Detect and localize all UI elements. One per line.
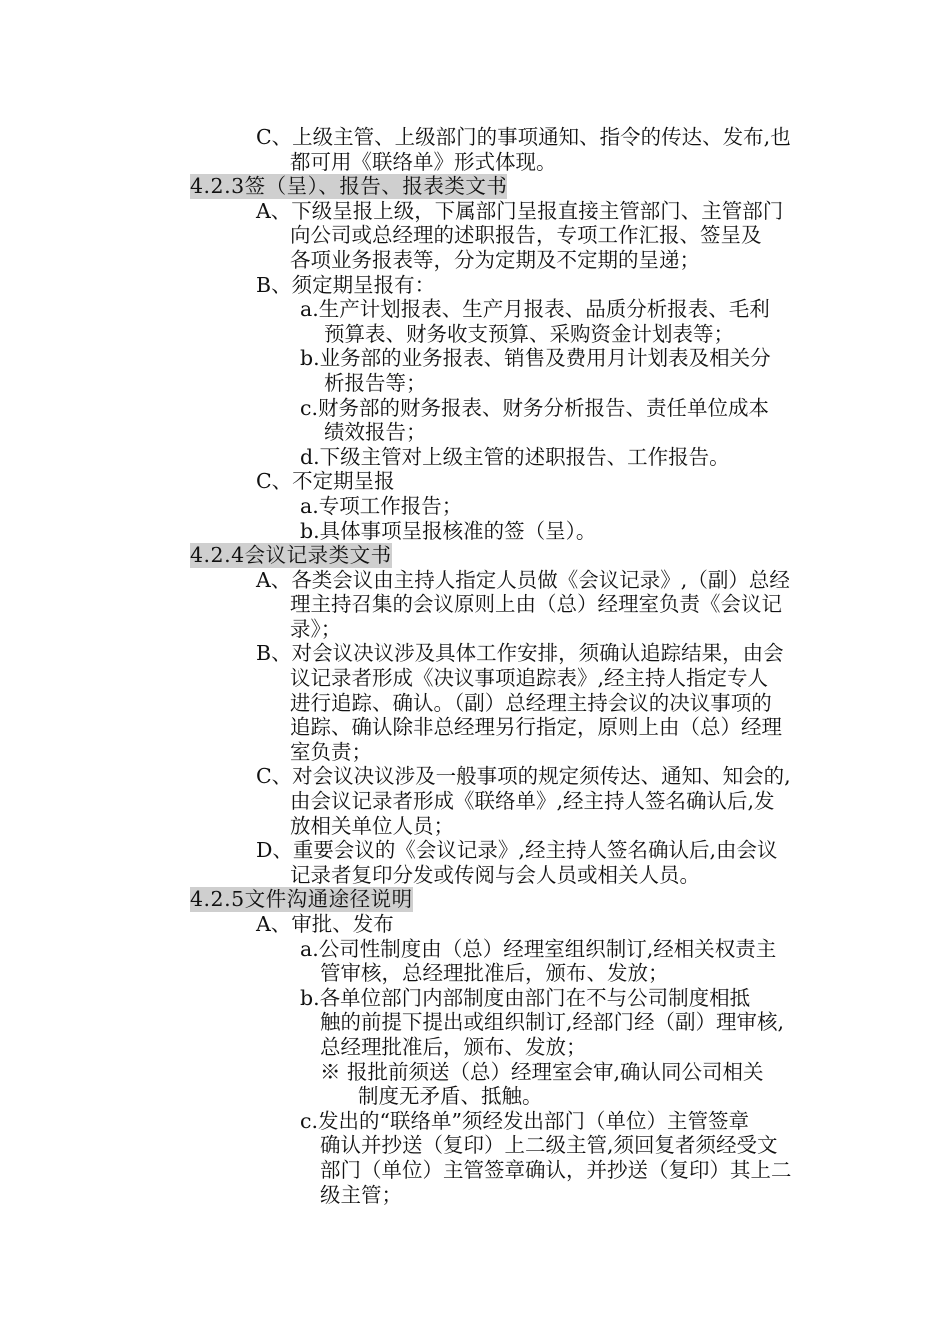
- text-line: [190, 1084, 830, 1109]
- line-text: a.生产计划报表、生产月报表、品质分析报表、毛利: [300, 297, 770, 322]
- text-line: [190, 223, 830, 248]
- text-line: [190, 1060, 830, 1085]
- line-text: ※ 报批前须送（总）经理室会审,确认同公司相关: [320, 1059, 764, 1084]
- document-body: [190, 125, 830, 1207]
- section-heading-text: 4.2.5文件沟通途径说明: [190, 887, 413, 912]
- section-heading: [190, 543, 830, 568]
- line-text: A、下级呈报上级，下属部门呈报直接主管部门、主管部门: [256, 198, 784, 223]
- line-text: C、不定期呈报: [256, 469, 395, 494]
- text-line: [190, 1183, 830, 1208]
- text-line: [190, 1010, 830, 1035]
- line-text: 管审核，总经理批准后，颁布、发放；: [320, 961, 669, 986]
- text-line: [190, 789, 830, 814]
- line-text: 议记录者形成《决议事项追踪表》,经主持人指定专人: [290, 666, 769, 691]
- text-line: [190, 937, 830, 962]
- text-line: [190, 764, 830, 789]
- text-line: [190, 494, 830, 519]
- text-line: [190, 691, 830, 716]
- line-text: 放相关单位人员；: [290, 813, 454, 838]
- section-heading-text: 4.2.4会议记录类文书: [190, 543, 392, 568]
- line-text: 理主持召集的会议原则上由（总）经理室负责《会议记: [290, 592, 782, 617]
- text-line: [190, 273, 830, 298]
- text-line: [190, 1158, 830, 1183]
- line-text: C、对会议决议涉及一般事项的规定须传达、通知、知会的,: [256, 764, 791, 789]
- line-text: B、对会议决议涉及具体工作安排，须确认追踪结果，由会: [256, 641, 784, 666]
- line-text: 各项业务报表等，分为定期及不定期的呈递；: [290, 247, 700, 272]
- text-line: [190, 961, 830, 986]
- line-text: b.具体事项呈报核准的签（呈）。: [300, 518, 597, 543]
- text-line: [190, 863, 830, 888]
- text-line: [190, 150, 830, 175]
- text-line: [190, 1133, 830, 1158]
- line-text: 进行追踪、确认。（副）总经理主持会议的决议事项的: [290, 690, 772, 715]
- text-line: [190, 248, 830, 273]
- text-line: [190, 814, 830, 839]
- text-line: [190, 715, 830, 740]
- text-line: [190, 297, 830, 322]
- line-text: 录》；: [290, 616, 342, 641]
- text-line: [190, 396, 830, 421]
- line-text: c.发出的“联络单”须经发出部门（单位）主管签章: [300, 1108, 749, 1133]
- text-line: [190, 838, 830, 863]
- text-line: [190, 641, 830, 666]
- text-line: [190, 592, 830, 617]
- line-text: 由会议记录者形成《联络单》,经主持人签名确认后,发: [290, 789, 775, 814]
- section-heading: [190, 174, 830, 199]
- line-text: 制度无矛盾、抵触。: [358, 1084, 543, 1109]
- line-text: 绩效报告；: [324, 420, 427, 445]
- line-text: 确认并抄送（复印）上二级主管,须回复者须经受文: [320, 1133, 778, 1158]
- line-text: d.下级主管对上级主管的述职报告、工作报告。: [300, 444, 730, 469]
- line-text: A、各类会议由主持人指定人员做《会议记录》,（副）总经: [256, 567, 790, 592]
- text-line: [190, 666, 830, 691]
- line-text: 预算表、财务收支预算、采购资金计划表等；: [324, 321, 734, 346]
- text-line: [190, 125, 830, 150]
- section-heading: [190, 887, 830, 912]
- line-text: C、上级主管、上级部门的事项通知、指令的传达、发布,也: [256, 125, 791, 149]
- line-text: c.财务部的财务报表、财务分析报告、责任单位成本: [300, 395, 769, 420]
- text-line: [190, 469, 830, 494]
- text-line: [190, 519, 830, 544]
- text-line: [190, 346, 830, 371]
- section-heading-text: 4.2.3签（呈）、报告、报表类文书: [190, 174, 508, 199]
- text-line: [190, 371, 830, 396]
- text-line: [190, 420, 830, 445]
- line-text: 追踪、确认除非总经理另行指定，原则上由（总）经理: [290, 715, 782, 740]
- line-text: 都可用《联络单》形式体现。: [290, 149, 557, 174]
- text-line: [190, 617, 830, 642]
- line-text: 总经理批准后，颁布、发放；: [320, 1034, 587, 1059]
- line-text: D、重要会议的《会议记录》,经主持人签名确认后,由会议: [256, 838, 778, 863]
- text-line: [190, 740, 830, 765]
- text-line: [190, 1109, 830, 1134]
- line-text: b.各单位部门内部制度由部门在不与公司制度相抵: [300, 985, 751, 1010]
- text-line: [190, 322, 830, 347]
- line-text: 室负责；: [290, 739, 372, 764]
- text-line: [190, 1035, 830, 1060]
- text-line: [190, 445, 830, 470]
- line-text: b.业务部的业务报表、销售及费用月计划表及相关分: [300, 346, 771, 371]
- line-text: A、审批、发布: [256, 912, 394, 936]
- line-text: a.专项工作报告；: [300, 493, 463, 518]
- text-line: [190, 986, 830, 1011]
- line-text: 析报告等；: [324, 370, 427, 395]
- line-text: 级主管；: [320, 1182, 402, 1207]
- line-text: 触的前提下提出或组织制订,经部门经（副）理审核,: [320, 1010, 785, 1035]
- line-text: 向公司或总经理的述职报告，专项工作汇报、签呈及: [290, 223, 762, 248]
- line-text: 部门（单位）主管签章确认，并抄送（复印）其上二: [320, 1157, 792, 1182]
- line-text: 记录者复印分发或传阅与会人员或相关人员。: [290, 862, 700, 887]
- text-line: [190, 199, 830, 224]
- text-line: [190, 568, 830, 593]
- line-text: B、须定期呈报有：: [256, 272, 436, 297]
- line-text: a.公司性制度由（总）经理室组织制订,经相关权责主: [300, 936, 777, 961]
- text-line: [190, 912, 830, 937]
